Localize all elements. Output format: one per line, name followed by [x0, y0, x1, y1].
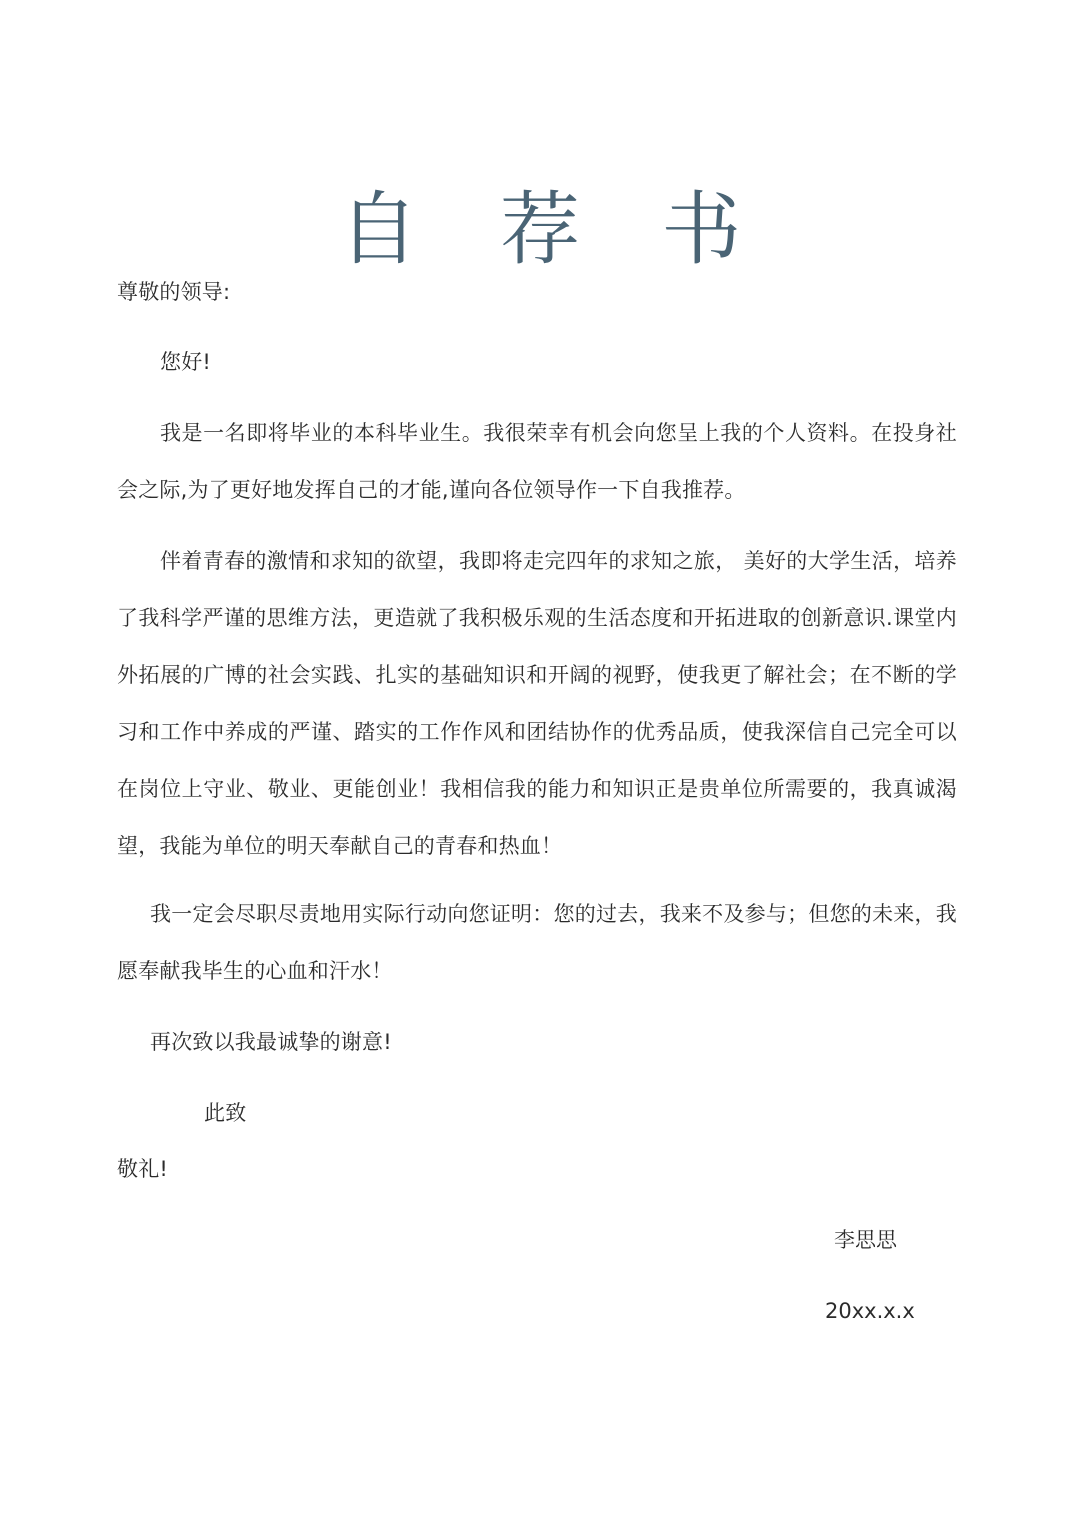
- paragraph-intro: 我是一名即将毕业的本科毕业生。我很荣幸有机会向您呈上我的个人资料。在投身社会之际,为了更好地发挥自己的才能,谨向各位领导作一下自我推荐。: [117, 421, 957, 502]
- greeting: 您好!: [160, 350, 212, 374]
- document-title: 自 荐 书: [338, 182, 770, 276]
- signature: 李思思: [834, 1228, 897, 1252]
- salutation: 尊敬的领导:: [117, 280, 231, 304]
- closing-line-2: 敬礼!: [117, 1157, 169, 1181]
- closing-line-1: 此致: [204, 1101, 247, 1125]
- paragraph-experience: 伴着青春的激情和求知的欲望，我即将走完四年的求知之旅， 美好的大学生活，培养了我科学严谨的思维方法，更造就了我积极乐观的生活态度和开拓进取的创新意识.课堂内外拓展的广博的社会实践、扎实的基础知识和开阔的视野，使我更了解社会；在不断的学习和工作中养成的严谨、踏实的工作作风和团结协作的优秀品质，使我深信自己完全可以在岗位上守业、敬业、更能创业！我相信我的能力和知识正是贵单位所需要的，我真诚渴望，我能为单位的明天奉献自己的青春和热血！: [117, 549, 957, 858]
- paragraph-commitment: 我一定会尽职尽责地用实际行动向您证明：您的过去，我来不及参与；但您的未来，我愿奉献我毕生的心血和汗水！: [117, 902, 957, 983]
- paragraph-thanks: 再次致以我最诚挚的谢意!: [150, 1030, 392, 1054]
- date: 20xx.x.x: [825, 1299, 915, 1323]
